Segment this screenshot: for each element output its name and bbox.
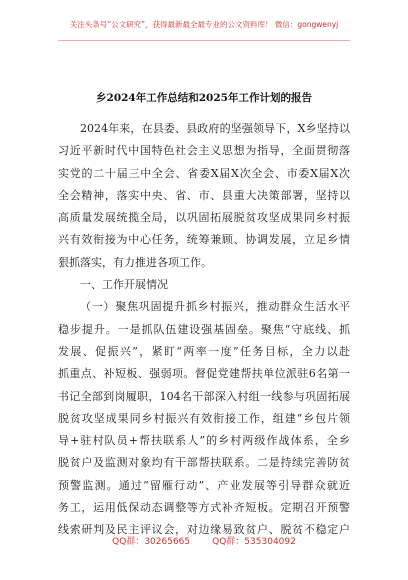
header-notice-text: 关注头条号“公文研究”，获得最新最全最专业的公文资料库！ 微信：gongwenyj (69, 19, 339, 29)
page-footer (0, 534, 408, 554)
paragraph-line: 实党的二十届三中全会、省委X届X次全会、市委X届X次 (58, 166, 350, 180)
document-title: 乡2024年工作总结和2025年工作计划的报告 (96, 92, 312, 104)
paragraph-line: 预警监测。通过“留雁行动”、产业发展等引导群众就近 (58, 478, 350, 492)
section-heading: 一、工作开展情况 (80, 278, 168, 292)
paragraph-line: 2024年来，在县委、县政府的坚强领导下，X乡坚持以 (80, 122, 350, 135)
footer-qq-group-right: QQ群：535304092 (212, 537, 296, 547)
document-body (58, 118, 350, 542)
paragraph-line: 脱贫户及监测对象均有干部帮扶联系。二是持续完善防贫 (58, 456, 350, 470)
header-notice (0, 10, 408, 38)
paragraph-section-1 (58, 296, 350, 541)
paragraph-line: 兴有效衔接为中心任务，统筹兼顾、协调发展，立足乡情 (58, 233, 350, 247)
paragraph-line: 高质量发展统揽全局，以巩固拓展脱贫攻坚成果同乡村振 (58, 211, 350, 225)
paragraph-line: 书记全部到岗履职，104名干部深入村组一线参与巩固拓展 (58, 389, 350, 403)
paragraph-line: 抓重点、补短板、强弱项。督促党建帮扶单位派驻6名第一 (58, 367, 350, 381)
paragraph-line: 线索研判及民主评议会，对边缘易致贫户、脱贫不稳定户 (58, 523, 350, 537)
paragraph-line: 稳步提升。一是抓队伍建设强基固垒。聚焦“守底线、抓 (58, 322, 350, 336)
paragraph-line: （一）聚焦巩固提升抓乡村振兴，推动群众生活水平 (80, 300, 350, 314)
paragraph-line: 狠抓落实，有力推进各项工作。 (58, 255, 212, 269)
paragraph-line: 务工，运用低保动态调整等方式补齐短板。定期召开预警 (58, 501, 350, 515)
paragraph-intro (58, 118, 350, 274)
paragraph-line: 发展、促振兴”，紧盯“两率一度”任务目标，全力以赴 (58, 344, 350, 358)
paragraph-line: 全会精神，落实中央、省、市、县重大决策部署，坚持以 (58, 188, 350, 202)
paragraph-line: 脱贫攻坚成果同乡村振兴有效衔接工作，组建“乡包片领 (58, 411, 350, 425)
paragraph-line: 习近平新时代中国特色社会主义思想为指导，全面贯彻落 (58, 144, 350, 158)
header-divider (58, 40, 350, 41)
paragraph-line: 导+驻村队员+帮扶联系人”的乡村两级作战体系，全乡 (58, 434, 350, 448)
footer-qq-group-left: QQ群：30265665 (112, 537, 191, 547)
